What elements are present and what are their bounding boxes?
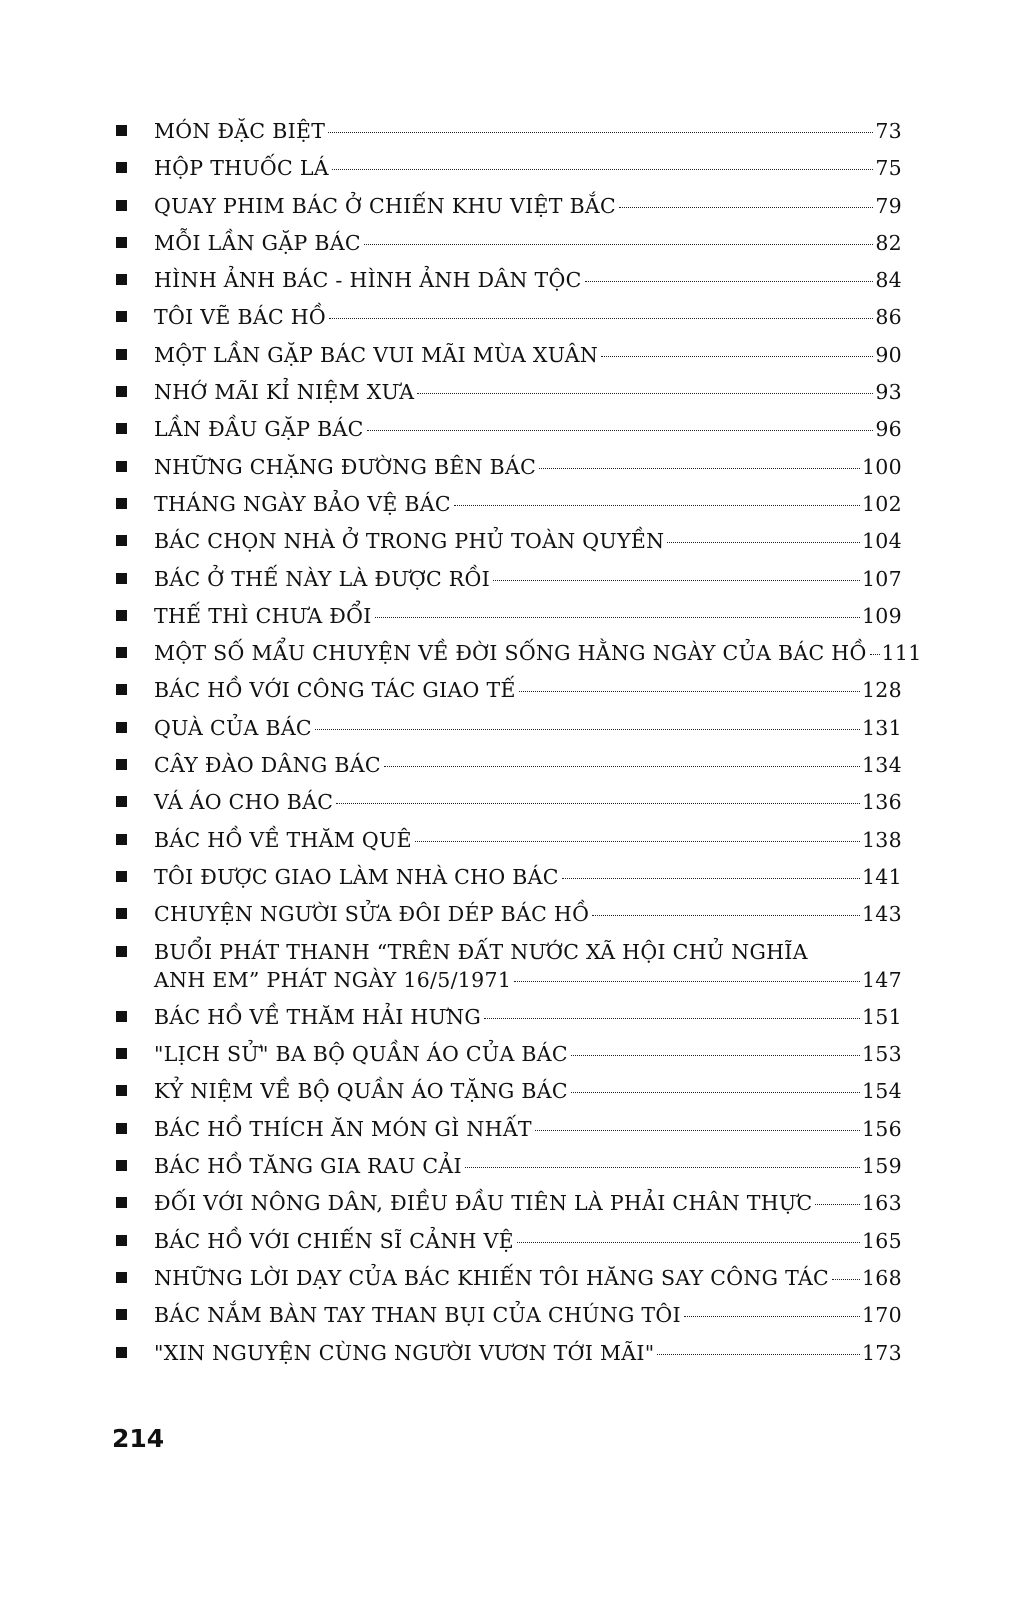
toc-entry: [112, 751, 902, 779]
toc-entry-title: ANH EM” PHÁT NGÀY 16/5/1971: [154, 967, 512, 992]
table-of-contents: [112, 117, 922, 1376]
toc-entry-title: NHỮNG LỜI DẠY CỦA BÁC KHIẾN TÔI HĂNG SAY CÔNG TÁC: [154, 1265, 830, 1290]
toc-entry-title: BÁC Ở THẾ NÀY LÀ ĐƯỢC RỒI: [154, 566, 490, 591]
toc-entry: [112, 1301, 902, 1329]
toc-entry-title: TÔI ĐƯỢC GIAO LÀM NHÀ CHO BÁC: [154, 864, 559, 889]
square-bullet-icon: [116, 647, 127, 658]
square-bullet-icon: [116, 200, 127, 211]
square-bullet-icon: [116, 274, 127, 285]
toc-entry-page: 79: [875, 193, 902, 218]
toc-entry-line: [154, 453, 902, 481]
toc-entry: [112, 192, 902, 220]
toc-entry-title: BÁC HỒ VỚI CÔNG TÁC GIAO TẾ: [154, 678, 516, 703]
toc-entry-page: 107: [861, 566, 902, 591]
toc-entry-page: 111: [881, 641, 922, 666]
toc-entry-title: CHUYỆN NGƯỜI SỬA ĐÔI DÉP BÁC HỒ: [154, 902, 590, 927]
square-bullet-icon: [116, 1160, 127, 1171]
toc-entry-line: [154, 117, 902, 145]
dot-leader: [832, 1279, 860, 1280]
toc-entry: [112, 602, 902, 630]
toc-entry: [112, 565, 902, 593]
dot-leader: [514, 981, 860, 982]
dot-leader: [465, 1167, 860, 1168]
square-bullet-icon: [116, 908, 127, 919]
square-bullet-icon: [116, 1347, 127, 1358]
dot-leader: [375, 617, 860, 618]
dot-leader: [315, 729, 860, 730]
toc-entry-title: MỘT LẦN GẶP BÁC VUI MÃI MÙA XUÂN: [154, 342, 599, 367]
square-bullet-icon: [116, 1309, 127, 1320]
toc-entry-line: [154, 751, 902, 779]
dot-leader: [328, 132, 873, 133]
toc-entry: [112, 303, 902, 331]
dot-leader: [384, 766, 860, 767]
toc-entry-line: [154, 714, 902, 742]
dot-leader: [417, 393, 873, 394]
toc-entry-title: LẦN ĐẦU GẶP BÁC: [154, 417, 364, 442]
toc-entry-title: THẾ THÌ CHƯA ĐỔI: [154, 603, 372, 628]
toc-entry-title: HỘP THUỐC LÁ: [154, 156, 329, 181]
toc-entry-page: 131: [861, 715, 902, 740]
square-bullet-icon: [116, 1123, 127, 1134]
toc-entry: [112, 1227, 902, 1255]
dot-leader: [562, 878, 860, 879]
toc-entry-line: [154, 490, 902, 518]
toc-entry: [112, 378, 902, 406]
toc-entry-page: 143: [861, 902, 902, 927]
toc-entry-title: BÁC HỒ VỀ THĂM QUÊ: [154, 827, 412, 852]
dot-leader: [657, 1354, 859, 1355]
toc-entry-line: [154, 863, 902, 891]
toc-entry-page: 173: [861, 1340, 902, 1365]
dot-leader: [870, 654, 880, 655]
toc-entry-title: BÁC HỒ THÍCH ĂN MÓN GÌ NHẤT: [154, 1116, 532, 1141]
toc-entry: [112, 714, 902, 742]
toc-entry-line: [154, 788, 902, 816]
toc-entry-page: 136: [861, 790, 902, 815]
dot-leader: [367, 430, 874, 431]
toc-entry-title: VÁ ÁO CHO BÁC: [154, 790, 334, 815]
dot-leader: [684, 1316, 860, 1317]
dot-leader: [585, 281, 874, 282]
toc-entry-title: MỘT SỐ MẨU CHUYỆN VỀ ĐỜI SỐNG HẰNG NGÀY CỦA BÁC HỒ: [154, 641, 867, 666]
toc-entry: [112, 900, 902, 928]
toc-entry-page: 168: [861, 1265, 902, 1290]
toc-entry-title: CÂY ĐÀO DÂNG BÁC: [154, 753, 381, 778]
toc-entry-page: 104: [861, 529, 902, 554]
dot-leader: [364, 244, 873, 245]
toc-entry-line: [154, 900, 902, 928]
toc-entry-title: KỶ NIỆM VỀ BỘ QUẦN ÁO TẶNG BÁC: [154, 1079, 568, 1104]
square-bullet-icon: [116, 386, 127, 397]
toc-entry-page: 138: [861, 827, 902, 852]
square-bullet-icon: [116, 311, 127, 322]
square-bullet-icon: [116, 722, 127, 733]
square-bullet-icon: [116, 237, 127, 248]
toc-entry-line: [154, 1040, 902, 1068]
dot-leader: [619, 207, 873, 208]
square-bullet-icon: [116, 1085, 127, 1096]
toc-entry-title: "LỊCH SỬ" BA BỘ QUẦN ÁO CỦA BÁC: [154, 1042, 568, 1067]
toc-entry-title: BÁC CHỌN NHÀ Ở TRONG PHỦ TOÀN QUYỀN: [154, 529, 665, 554]
toc-entry-line: [154, 1339, 902, 1367]
dot-leader: [815, 1204, 860, 1205]
toc-entry: [112, 1115, 902, 1143]
toc-entry-line: [154, 1152, 902, 1180]
toc-entry: [112, 1189, 902, 1217]
toc-entry-line: [154, 154, 902, 182]
square-bullet-icon: [116, 834, 127, 845]
square-bullet-icon: [116, 461, 127, 472]
toc-entry-line: [154, 1077, 902, 1105]
toc-entry-title: ĐỐI VỚI NÔNG DÂN, ĐIỀU ĐẦU TIÊN LÀ PHẢI CHÂN THỰC: [154, 1191, 813, 1216]
toc-entry-page: 82: [875, 230, 902, 255]
toc-entry-line: [154, 602, 902, 630]
toc-entry-title: QUÀ CỦA BÁC: [154, 715, 312, 740]
toc-entry-page: 163: [861, 1191, 902, 1216]
toc-entry-title: BÁC HỒ VỚI CHIẾN SĨ CẢNH VỆ: [154, 1228, 514, 1253]
dot-leader: [519, 691, 860, 692]
toc-entry-title: THÁNG NGÀY BẢO VỆ BÁC: [154, 491, 451, 516]
toc-entry-page: 86: [875, 305, 902, 330]
toc-entry: [112, 826, 902, 854]
dot-leader: [571, 1092, 860, 1093]
toc-entry: [112, 639, 922, 667]
toc-entry-line: [154, 966, 902, 994]
toc-entry-page: 109: [861, 603, 902, 628]
toc-entry-page: 170: [861, 1303, 902, 1328]
toc-entry-line: [154, 266, 902, 294]
dot-leader: [336, 803, 860, 804]
toc-entry-title-line1: BUỔI PHÁT THANH “TRÊN ĐẤT NƯỚC XÃ HỘI CHỦ NGHĨA: [154, 939, 808, 964]
square-bullet-icon: [116, 1235, 127, 1246]
dot-leader: [539, 468, 860, 469]
toc-entry-line: [154, 1115, 902, 1143]
toc-entry-page: 151: [861, 1004, 902, 1029]
toc-entry-line: [154, 1264, 902, 1292]
toc-entry-page: 154: [861, 1079, 902, 1104]
toc-entry: [112, 266, 902, 294]
dot-leader: [517, 1242, 860, 1243]
toc-entry-line: [154, 1003, 902, 1031]
toc-entry-page: 100: [861, 454, 902, 479]
toc-entry: [112, 863, 902, 891]
dot-leader: [571, 1055, 860, 1056]
toc-entry-title: BÁC HỒ TĂNG GIA RAU CẢI: [154, 1154, 462, 1179]
toc-entry-page: 93: [875, 380, 902, 405]
dot-leader: [454, 505, 860, 506]
toc-entry-page: 134: [861, 753, 902, 778]
toc-entry-page: 102: [861, 491, 902, 516]
square-bullet-icon: [116, 1197, 127, 1208]
toc-entry: [112, 1339, 902, 1367]
toc-entry-line: [154, 341, 902, 369]
toc-entry: [112, 1003, 902, 1031]
toc-entry-title: QUAY PHIM BÁC Ở CHIẾN KHU VIỆT BẮC: [154, 193, 617, 218]
toc-entry: [112, 1077, 902, 1105]
toc-entry-line: [154, 565, 902, 593]
toc-entry-title: HÌNH ẢNH BÁC - HÌNH ẢNH DÂN TỘC: [154, 268, 582, 293]
toc-entry-line: [154, 1301, 902, 1329]
toc-entry: [112, 1264, 902, 1292]
dot-leader: [667, 542, 860, 543]
toc-entry-page: 147: [861, 967, 902, 992]
toc-entry-page: 84: [875, 268, 902, 293]
square-bullet-icon: [116, 1011, 127, 1022]
toc-entry: [112, 527, 902, 555]
toc-entry: [112, 341, 902, 369]
square-bullet-icon: [116, 610, 127, 621]
toc-entry-page: 156: [861, 1116, 902, 1141]
square-bullet-icon: [116, 162, 127, 173]
square-bullet-icon: [116, 1048, 127, 1059]
square-bullet-icon: [116, 946, 127, 957]
square-bullet-icon: [116, 535, 127, 546]
toc-entry-line: [154, 527, 902, 555]
toc-entry-line: [154, 1189, 902, 1217]
toc-entry: [112, 490, 902, 518]
toc-entry-line: [154, 229, 902, 257]
toc-entry-line: [154, 639, 922, 667]
dot-leader: [601, 356, 873, 357]
toc-entry-page: 90: [875, 342, 902, 367]
dot-leader: [535, 1130, 860, 1131]
toc-entry-page: 75: [875, 156, 902, 181]
toc-entry-page: 73: [875, 119, 902, 143]
toc-entry-line: [154, 1227, 902, 1255]
square-bullet-icon: [116, 498, 127, 509]
toc-entry: [112, 154, 902, 182]
square-bullet-icon: [116, 759, 127, 770]
dot-leader: [329, 318, 873, 319]
toc-entry-line: [154, 378, 902, 406]
toc-entry: [112, 229, 902, 257]
toc-entry-page: 128: [861, 678, 902, 703]
square-bullet-icon: [116, 796, 127, 807]
toc-entry: [112, 415, 902, 443]
dot-leader: [493, 580, 860, 581]
dot-leader: [332, 169, 873, 170]
toc-entry-title: TÔI VẼ BÁC HỒ: [154, 305, 327, 330]
toc-entry-line: [154, 826, 902, 854]
toc-entry: [112, 676, 902, 704]
dot-leader: [484, 1018, 860, 1019]
square-bullet-icon: [116, 423, 127, 434]
toc-entry-title: BÁC HỒ VỀ THĂM HẢI HƯNG: [154, 1004, 482, 1029]
toc-entry-line: [154, 676, 902, 704]
toc-entry: [112, 1152, 902, 1180]
toc-entry: [112, 938, 902, 994]
toc-entry-page: 159: [861, 1154, 902, 1179]
toc-entry: [112, 117, 902, 145]
toc-entry-page: 153: [861, 1042, 902, 1067]
toc-entry-title: NHỚ MÃI KỈ NIỆM XƯA: [154, 380, 415, 405]
toc-entry-title: "XIN NGUYỆN CÙNG NGƯỜI VƯƠN TỚI MÃI": [154, 1340, 655, 1365]
toc-entry-page: 141: [861, 864, 902, 889]
square-bullet-icon: [116, 1272, 127, 1283]
toc-entry-page: 165: [861, 1228, 902, 1253]
toc-entry-line: [154, 192, 902, 220]
page-number: 214: [112, 1424, 165, 1453]
toc-entry-title: BÁC NẮM BÀN TAY THAN BỤI CỦA CHÚNG TÔI: [154, 1303, 681, 1328]
toc-entry-line: [154, 303, 902, 331]
square-bullet-icon: [116, 684, 127, 695]
toc-entry-page: 96: [875, 417, 902, 442]
toc-entry: [112, 788, 902, 816]
square-bullet-icon: [116, 573, 127, 584]
dot-leader: [592, 915, 860, 916]
toc-entry: [112, 453, 902, 481]
toc-entry-title: MÓN ĐẶC BIỆT: [154, 119, 326, 143]
toc-entry-title: MỖI LẦN GẶP BÁC: [154, 230, 361, 255]
dot-leader: [415, 841, 860, 842]
toc-entry: [112, 1040, 902, 1068]
square-bullet-icon: [116, 871, 127, 882]
square-bullet-icon: [116, 349, 127, 360]
square-bullet-icon: [116, 125, 127, 136]
toc-entry-title: NHỮNG CHẶNG ĐƯỜNG BÊN BÁC: [154, 454, 537, 479]
toc-entry-line: [154, 415, 902, 443]
